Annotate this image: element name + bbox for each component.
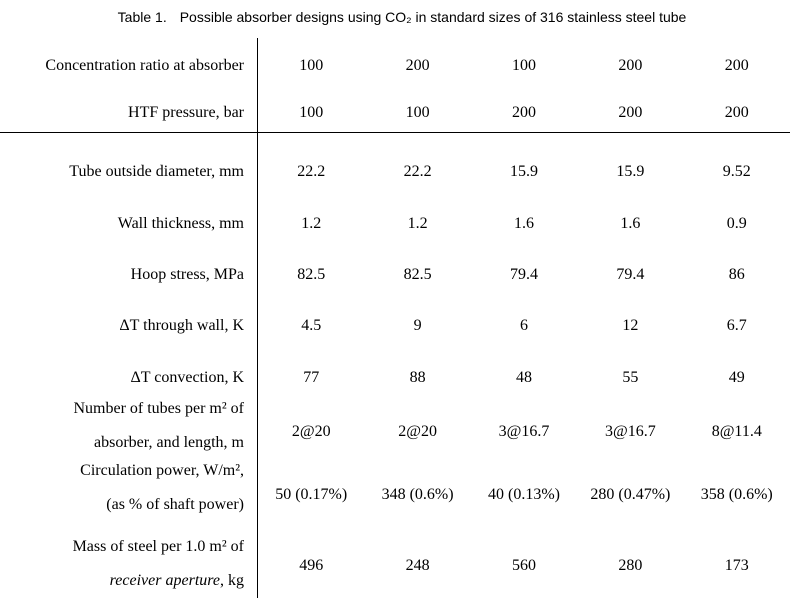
table-cell: 77 [303, 369, 320, 386]
table-cell: 0.9 [726, 215, 747, 232]
table-cell: 100 [511, 57, 536, 74]
table-cell: 49 [728, 369, 745, 386]
row-label-circulation-power [0, 460, 258, 522]
table-cell: 100 [364, 94, 470, 133]
table-cell: 50 (0.17%) [275, 486, 348, 503]
table-cell: 3@16.7 [605, 423, 656, 440]
table-cell: 358 (0.6%) [700, 486, 773, 503]
row-label-line: Circulation power, W/m², [80, 462, 244, 479]
table [0, 38, 790, 598]
table-cell: 82.5 [297, 265, 326, 283]
table-cell: 1.2 [407, 215, 428, 232]
table-cell: 40 (0.13%) [487, 486, 560, 503]
row-label-line: Number of tubes per m² of [73, 400, 244, 417]
table-cell: 9.52 [722, 162, 751, 180]
table-cell: 348 (0.6%) [381, 486, 454, 503]
table-cell: 12 [622, 317, 639, 334]
row-label-line [110, 564, 244, 598]
table-cell: 100 [258, 94, 364, 133]
table-cell: 6.7 [726, 317, 747, 334]
row-label-italic-part: receiver aperture [109, 572, 220, 589]
table-cell: 200 [471, 94, 577, 133]
table-cell: 4.5 [301, 317, 322, 334]
row-label-delta-t-convection: ΔT convection, K [0, 352, 258, 404]
table-cell: 496 [299, 557, 324, 574]
table-cell: 200 [405, 57, 430, 74]
table-cell: 8@11.4 [711, 423, 762, 440]
table-cell: 200 [684, 94, 790, 133]
table-cell: 2@20 [291, 423, 331, 440]
table-cell: 79.4 [509, 265, 538, 283]
table-cell: 9 [413, 317, 422, 334]
row-label-hoop-stress: Hoop stress, MPa [0, 249, 258, 300]
row-label-wall-thickness: Wall thickness, mm [0, 199, 258, 249]
table-cell: 173 [724, 557, 749, 574]
table-cell: 22.2 [403, 162, 432, 180]
table-cell: 86 [728, 265, 745, 283]
table-cell: 79.4 [616, 265, 645, 283]
table-cell: 100 [299, 57, 324, 74]
table-number: Table 1. [117, 9, 167, 25]
table-cell: 1.6 [513, 215, 534, 232]
row-label-line: absorber, and length, m [94, 434, 244, 451]
table-cell: 200 [577, 94, 683, 133]
table-cell: 248 [405, 557, 430, 574]
table-cell: 48 [515, 369, 532, 386]
table-cell: 560 [511, 557, 536, 574]
table-cell: 15.9 [509, 162, 538, 180]
table-cell: 6 [519, 317, 528, 334]
table-cell: 2@20 [398, 423, 437, 440]
table-cell: 200 [618, 57, 643, 74]
row-label-mass-of-steel [0, 522, 258, 598]
row-label-tube-outside-diameter: Tube outside diameter, mm [0, 133, 258, 199]
table-cell: 200 [724, 57, 749, 74]
table-caption-text: Possible absorber designs using CO₂ in standard sizes of 316 stainless steel tube [179, 9, 687, 25]
row-label-line: Mass of steel per 1.0 m² of [72, 538, 244, 555]
table-cell: 15.9 [616, 162, 645, 180]
row-label-delta-t-through-wall: ΔT through wall, K [0, 300, 258, 352]
table-cell: 1.6 [620, 215, 641, 232]
table-cell: 280 [618, 557, 643, 574]
table-cell: 1.2 [301, 215, 322, 232]
row-label-line: (as % of shaft power) [106, 496, 244, 513]
table-cell: 88 [409, 369, 426, 386]
row-label-concentration-ratio: Concentration ratio at absorber [0, 38, 258, 94]
row-label-unit-part: , kg [220, 572, 244, 589]
table-cell: 82.5 [403, 265, 432, 283]
table-cell: 3@16.7 [498, 423, 550, 440]
row-label-htf-pressure: HTF pressure, bar [0, 94, 258, 133]
table-cell: 55 [622, 369, 639, 386]
table-cell: 22.2 [297, 162, 326, 180]
table-caption [0, 9, 804, 25]
table-cell: 280 (0.47%) [590, 486, 671, 503]
row-label-number-of-tubes [0, 400, 258, 460]
